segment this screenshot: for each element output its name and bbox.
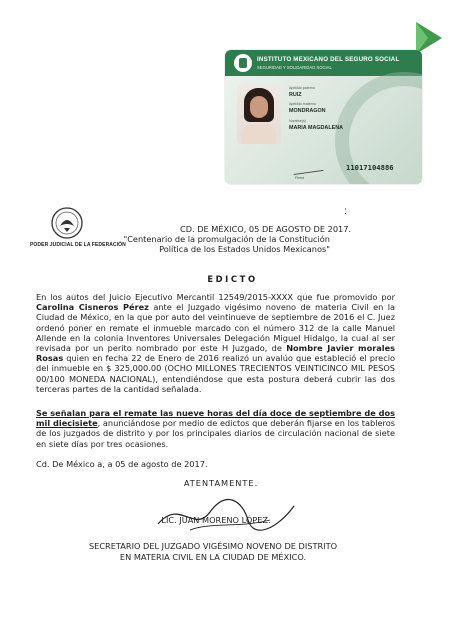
field-value: RUIZ xyxy=(289,92,302,98)
imss-id-card xyxy=(225,50,422,184)
signature-label: Firma xyxy=(295,176,305,180)
card-number: 11017104886 xyxy=(346,163,394,172)
card-signature xyxy=(293,162,324,175)
issuer-name: PODER JUDICIAL DE LA FEDERACIÓN xyxy=(30,242,126,248)
date-header: CD. DE MÉXICO, 05 DE AGOSTO DE 2017. xyxy=(180,224,352,234)
card-subtitle: SEGURIDAD Y SOLIDARIDAD SOCIAL xyxy=(257,65,332,70)
field-label: Apellido materno xyxy=(289,102,316,106)
field-value: MONDRAGON xyxy=(289,108,326,114)
signer-name: LIC. JUAN MORENO LÓPEZ. xyxy=(161,515,271,525)
field-value: MARIA MAGDALENA xyxy=(289,125,344,131)
card-photo xyxy=(237,84,281,144)
body-paragraph-1: En los autos del Juicio Ejecutivo Mercantil 12549/2015-XXXX que fue promovido por Carolina Cisneros Pérez ante el Juzgado vigésimo noveno de materia Civil en la Ciudad de México, en la que por auto del veintinueve de septiembre de 2016 el C. Juez ordenó poner en remate el inmueble marcado con el número 312 de la calle Manuel Allende en la colonia Inventores Universales Delegación Miguel Hidalgo, la cual al ser revisada por un perito nombrado por este H Juzgado, de Nombre Javier morales Rosas quien en fecha 22 de Enero de 2016 realizó un avalúo que estableció el precio del inmueble en $ 325,000.00 (OCHO MILLONES TRECIENTOS VEINTICINCO MIL PESOS 00/100 MONEDA NACIONAL), entendiéndose que esta postura deberá cubrir las dos terceras partes de la cantidad señalada. xyxy=(36,292,395,394)
signer-position-line-2: EN MATERIA CIVIL EN LA CIUDAD DE MÉXICO. xyxy=(119,552,307,562)
mexican-eagle-emblem-icon xyxy=(50,206,84,240)
plaintiff-name: Carolina Cisneros Pérez xyxy=(36,302,149,313)
document-title: EDICTO xyxy=(207,274,258,284)
field-label: Apellido paterno xyxy=(289,86,315,90)
signer-position-line-1: SECRETARIO DEL JUZGADO VIGÉSIMO NOVENO DE DISTRITO xyxy=(88,541,338,551)
appraiser-name: Nombre Javier morales Rosas xyxy=(36,343,395,364)
card-institution: INSTITUTO MEXICANO DEL SEGURO SOCIAL xyxy=(257,56,400,63)
auction-date: Se señalan para el remate las nueve horas del día doce de septiembre de dos mil diecisiete xyxy=(36,408,395,429)
closing: ATENTAMENTE. xyxy=(183,478,259,488)
stray-colon: : xyxy=(344,206,347,217)
imss-logo-icon xyxy=(234,54,252,72)
place-date: Cd. De México a, a 05 de agosto de 2017. xyxy=(36,459,208,469)
body-paragraph-2: Se señalan para el remate las nueve horas del día doce de septiembre de dos mil diecisiete, anunciándose por medio de edictos que deberán fijarse en los tableros de los juzgados de distrito y por los principales diarios de circulación nacional de siete en siete días por tres ocasiones. xyxy=(36,408,395,449)
centenario-line: "Centenario de la promulgación de la Constitución Política de los Estados Unidos Mexicanos" xyxy=(123,234,330,255)
field-label: Nombre(s) xyxy=(289,119,306,123)
